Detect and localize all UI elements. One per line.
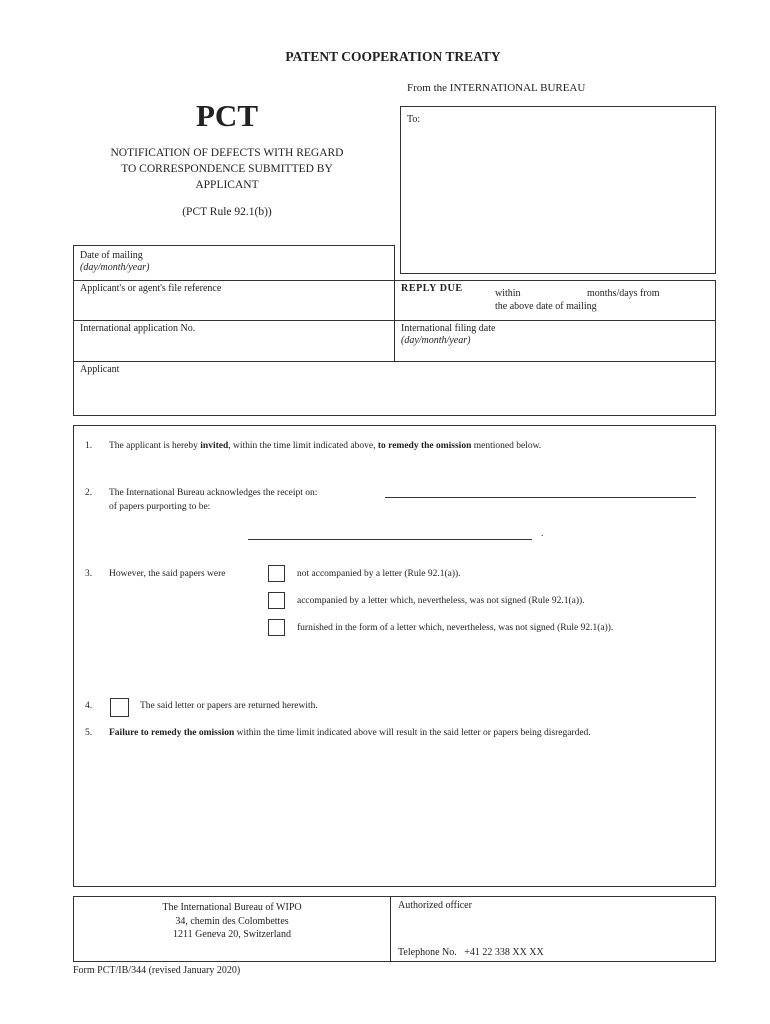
date-of-mailing-label: Date of mailing — [80, 250, 143, 261]
item-1-number: 1. — [85, 441, 93, 451]
notice-title-line-3: APPLICANT — [195, 179, 259, 191]
item-4-number: 4. — [85, 701, 93, 711]
receipt-date-line[interactable] — [385, 497, 696, 498]
item-1-invited: invited — [200, 441, 229, 451]
checkbox-letter-form-not-signed[interactable] — [268, 619, 285, 636]
item-2-period: . — [541, 529, 544, 539]
item-1-text-a: The applicant is hereby — [109, 441, 201, 451]
file-reference-label: Applicant's or agent's file reference — [80, 283, 222, 294]
wipo-address-line-3: 1211 Geneva 20, Switzerland — [173, 929, 291, 940]
reply-due-label: REPLY DUE — [401, 283, 463, 294]
telephone-number: Telephone No. +41 22 338 XX XX — [398, 947, 544, 958]
wipo-address-box — [73, 896, 391, 962]
item-3-option-3: furnished in the form of a letter which, nevertheless, was not signed (Rule 92.1(a)). — [297, 623, 614, 633]
intl-filing-date-label: International filing date — [401, 323, 496, 334]
to-box[interactable] — [400, 106, 716, 274]
date-of-mailing-field[interactable] — [73, 245, 395, 281]
form-identifier: Form PCT/IB/344 (revised January 2020) — [73, 965, 241, 976]
treaty-title: PATENT COOPERATION TREATY — [285, 49, 501, 64]
notice-title-line-1: NOTIFICATION OF DEFECTS WITH REGARD — [110, 147, 344, 159]
item-1-text — [109, 441, 541, 451]
file-reference-field[interactable] — [73, 280, 395, 321]
to-label: To: — [407, 114, 421, 125]
wipo-address-line-1: The International Bureau of WIPO — [162, 902, 302, 913]
checkbox-returned-herewith[interactable] — [110, 698, 129, 717]
item-5-number: 5. — [85, 728, 93, 738]
item-3-option-2: accompanied by a letter which, nevertheless, was not signed (Rule 92.1(a)). — [297, 596, 585, 606]
item-2-text-a: The International Bureau acknowledges the receipt on: — [109, 488, 318, 498]
notice-title-line-2: TO CORRESPONDENCE SUBMITTED BY — [121, 163, 333, 175]
item-4-text: The said letter or papers are returned herewith. — [140, 701, 318, 711]
item-3-number: 3. — [85, 569, 93, 579]
intl-filing-date-field[interactable] — [394, 320, 716, 362]
from-line: From the INTERNATIONAL BUREAU — [407, 82, 586, 94]
date-of-mailing-hint: (day/month/year) — [80, 262, 150, 273]
pct-logo: PCT — [196, 98, 258, 133]
item-1-text-c: , within the time limit indicated above, — [228, 441, 378, 451]
reply-months-days: months/days from — [587, 288, 660, 299]
item-5-text — [109, 728, 591, 738]
applicant-field[interactable] — [73, 361, 716, 416]
item-5-text-b: within the time limit indicated above will result in the said letter or papers being disregarded. — [234, 728, 591, 738]
item-1-text-e: mentioned below. — [471, 441, 542, 451]
wipo-address-line-2: 34, chemin des Colombettes — [175, 915, 289, 927]
checkbox-not-signed[interactable] — [268, 592, 285, 609]
item-5-failure: Failure to remedy the omission — [109, 728, 235, 738]
reply-within: within — [495, 288, 521, 299]
papers-description-line[interactable] — [248, 539, 532, 540]
intl-filing-date-hint: (day/month/year) — [401, 335, 471, 346]
item-1-remedy: to remedy the omission — [377, 441, 472, 451]
item-3-lead: However, the said papers were — [109, 569, 226, 579]
item-3-option-1: not accompanied by a letter (Rule 92.1(a)). — [297, 569, 461, 579]
main-notice-body — [73, 425, 716, 887]
applicant-label: Applicant — [80, 364, 120, 375]
notice-title — [77, 145, 377, 193]
checkbox-not-accompanied[interactable] — [268, 565, 285, 582]
item-2-number: 2. — [85, 488, 93, 498]
intl-app-no-label: International application No. — [80, 323, 196, 334]
reply-after: the above date of mailing — [495, 301, 597, 312]
reply-due-field[interactable] — [394, 280, 716, 321]
authorized-officer-box[interactable] — [390, 896, 716, 962]
rule-reference: (PCT Rule 92.1(b)) — [182, 206, 272, 218]
item-2-text-b: of papers purporting to be: — [109, 502, 211, 512]
intl-app-no-field[interactable] — [73, 320, 395, 362]
authorized-officer-label: Authorized officer — [398, 900, 472, 911]
